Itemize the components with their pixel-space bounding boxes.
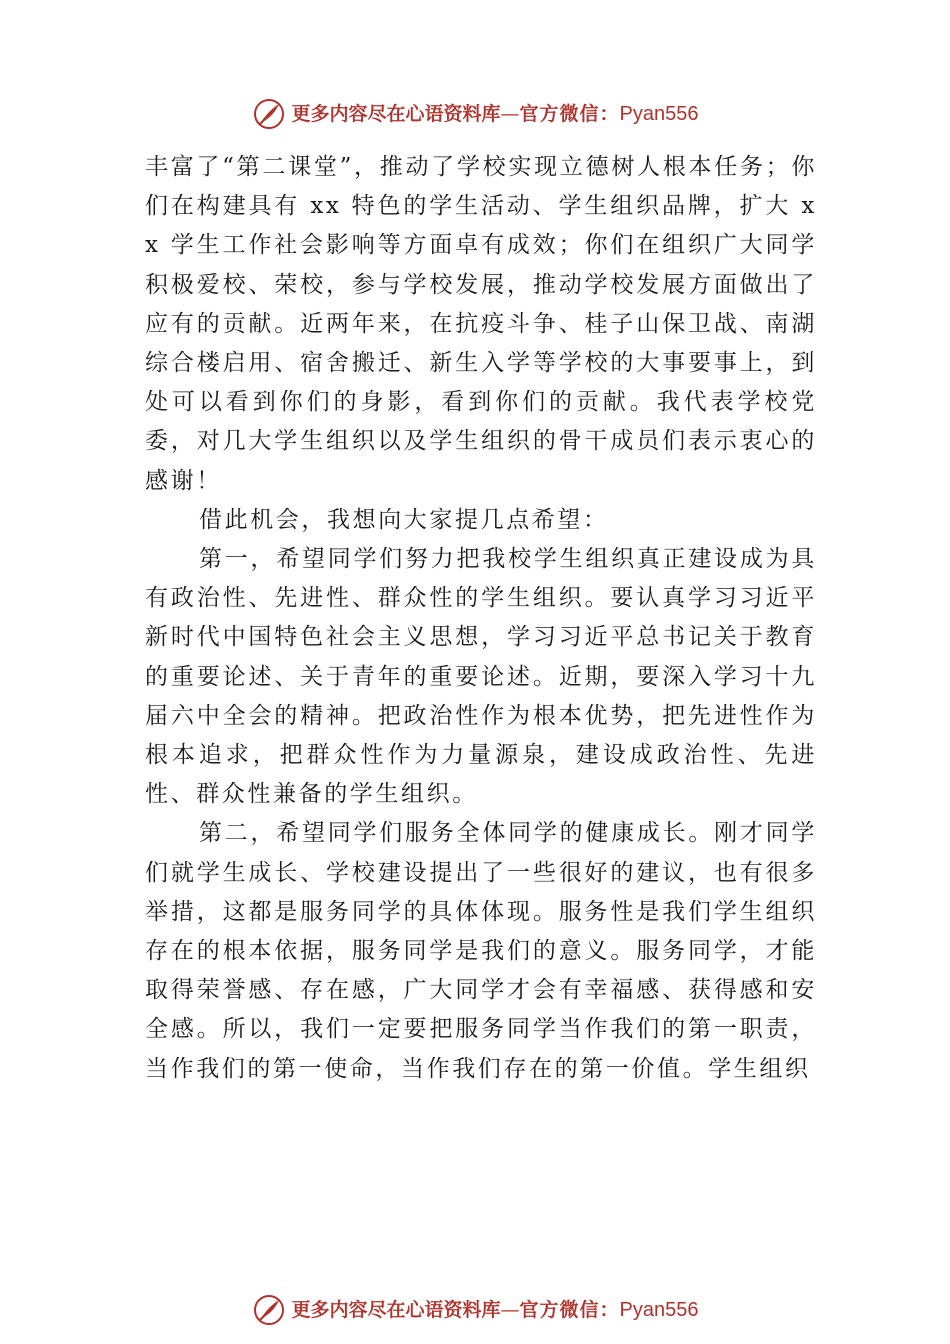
- banner-text: [292, 104, 699, 124]
- feather-pen-icon: [252, 1293, 286, 1327]
- paragraph-hopes-intro: 借此机会，我想向大家提几点希望：: [199, 506, 609, 533]
- banner-text: [292, 1300, 699, 1320]
- header-banner: [0, 94, 950, 134]
- paragraph-hope-two: 第二，希望同学们服务全体同学的健康成长。刚才同学们就学生成长、学校建设提出了一些很好的建议，也有很多举措，这都是服务同学的具体体现。服务性是我们学生组织存在的根本依据，服务同学是我们的意义。服务同学，才能取得荣誉感、存在感，广大同学才会有幸福感、获得感和安全感。所以，我们一定要把服务同学当作我们的第一职责，当作我们的第一使命，当作我们存在的第一价值。学生组织: [145, 820, 817, 1082]
- feather-pen-icon: [252, 97, 286, 131]
- banner-separator: —: [500, 102, 520, 125]
- paragraph-hope-one: 第一，希望同学们努力把我校学生组织真正建设成为具有政治性、先进性、群众性的学生组织。要认真学习习近平新时代中国特色社会主义思想，学习习近平总书记关于教育的重要论述、关于青年的重要论述。近期，要深入学习十九届六中全会的精神。把政治性作为根本优势，把先进性作为根本追求，把群众性作为力量源泉，建设成政治性、先进性、群众性兼备的学生组织。: [145, 546, 817, 808]
- banner-main-text: 更多内容尽在心语资料库: [291, 102, 501, 125]
- document-body: [145, 148, 817, 1089]
- footer-banner: [0, 1290, 950, 1330]
- banner-wechat-label: 官方微信：: [519, 102, 620, 125]
- banner-main-text: 更多内容尽在心语资料库: [291, 1298, 501, 1321]
- banner-wechat-label: 官方微信：: [519, 1298, 620, 1321]
- banner-wechat-id: Pyan556: [619, 1299, 699, 1321]
- banner-wechat-id: Pyan556: [619, 103, 699, 125]
- banner-separator: —: [500, 1298, 520, 1321]
- paragraph-continued: 丰富了“第二课堂”，推动了学校实现立德树人根本任务；你们在构建具有 xx 特色的学生活动、学生组织品牌，扩大 xx 学生工作社会影响等方面卓有成效；你们在组织广大同学积极爱校、荣校，参与学校发展，推动学校发展方面做出了应有的贡献。近两年来，在抗疫斗争、桂子山保卫战、南湖综合楼启用、宿舍搬迁、新生入学等学校的大事要事上，到处可以看到你们的身影，看到你们的贡献。我代表学校党委，对几大学生组织以及学生组织的骨干成员们表示衷心的感谢！: [145, 154, 817, 494]
